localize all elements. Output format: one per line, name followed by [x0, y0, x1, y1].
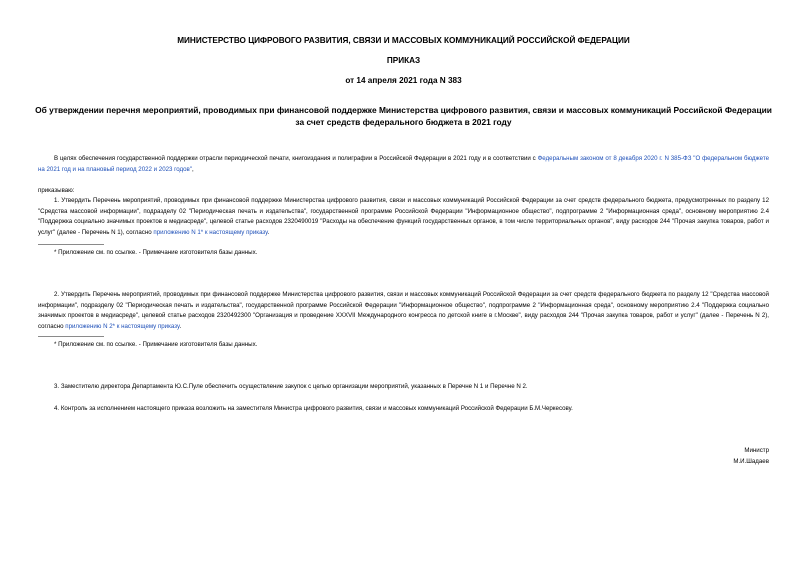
- ministry-heading: МИНИСТЕРСТВО ЦИФРОВОГО РАЗВИТИЯ, СВЯЗИ И МАССОВЫХ КОММУНИКАЦИЙ РОССИЙСКОЙ ФЕДЕРАЦИИ: [177, 36, 630, 45]
- item-1-text: 1. Утвердить Перечень мероприятий, проводимых при финансовой поддержке Министерства цифрового развития, связи и массовых коммуникаций Российской Федерации за счет средств федерального бюджета, предусмотренных по разделу 12 "Средства массовой информации", подразделу 02 "Периодическая печать и издательства", государственной программе Российской Федерации "Информационное общество", подпрограмме 2 "Информационная среда", основному мероприятию 2.4 "Поддержка социально значимых проектов в медиасреде", целевой статье расходов 2320490019 "Расходы на обеспечение функций государственных органов, в том числе территориальных органов", виду расходов 244 "Прочая закупка товаров, работ и услуг" (далее - Перечень N 1), согласно: [38, 197, 769, 236]
- item-4-paragraph: 4. Контроль за исполнением настоящего приказа возложить на заместителя Министра цифрового развития, связи и массовых коммуникаций Российской Федерации Б.М.Черкесову.: [54, 405, 573, 412]
- preamble-end: ,: [192, 165, 194, 173]
- appendix-2-link[interactable]: приложению N 2* к настоящему приказу: [65, 322, 180, 330]
- footnote-2: * Приложение см. по ссылке. - Примечание изготовителя базы данных.: [54, 341, 258, 348]
- signature-position: Министр: [744, 447, 769, 454]
- item-1-paragraph: [38, 196, 769, 238]
- order-word: приказываю:: [38, 187, 75, 194]
- doc-date-heading: от 14 апреля 2021 года N 383: [345, 76, 462, 85]
- item-2-text: 2. Утвердить Перечень мероприятий, проводимых при финансовой поддержке Министерства цифрового развития, связи и массовых коммуникаций Российской Федерации за счет средств федерального бюджета по разделу 12 "Средства массовой информации", подразделу 02 "Периодическая печать и издательства", государственной программе Российской Федерации "Информационное общество", подпрограмме 2 "Информационная среда", основному мероприятию 2.4 "Поддержка социально значимых проектов в медиасреде", целевой статье расходов 2320492300 "Организация и проведение XXXVII Международного конгресса по детской книге в г.Москве", виду расходов 244 "Прочая закупка товаров, работ и услуг" (далее - Перечень N 2), согласно: [38, 291, 769, 330]
- footnote-divider-2: [38, 336, 104, 337]
- footnote-divider-1: [38, 244, 104, 245]
- item-2-end: .: [179, 322, 182, 330]
- item-3-paragraph: 3. Заместителю директора Департамента Ю.С.Пуле обеспечить осуществление закупок с целью организации мероприятий, указанных в Перечне N 1 и Перечне N 2.: [54, 383, 528, 390]
- item-1-end: .: [267, 228, 270, 236]
- document-title: Об утверждении перечня мероприятий, проводимых при финансовой поддержке Министерства цифрового развития, связи и массовых коммуникаций Российской Федерации за счет средств федерального бюджета в 2021 году: [35, 105, 772, 127]
- preamble-paragraph: [38, 154, 769, 175]
- appendix-1-link[interactable]: приложению N 1* к настоящему приказу: [153, 228, 268, 236]
- signature-name: М.И.Шадаев: [733, 458, 769, 465]
- preamble-text: В целях обеспечения государственной поддержки отрасли периодической печати, книгоиздания и полиграфии в Российской Федерации в 2021 году и в соответствии с: [54, 155, 538, 162]
- item-2-paragraph: [38, 290, 769, 332]
- federal-law-link[interactable]: Федеральным законом от 8 декабря 2020 г. N 385-ФЗ "О федеральном бюджете на 2021 год и на плановый период 2022 и 2023 годов": [38, 155, 769, 173]
- footnote-1: * Приложение см. по ссылке. - Примечание изготовителя базы данных.: [54, 249, 258, 256]
- doc-type-heading: ПРИКАЗ: [386, 56, 421, 65]
